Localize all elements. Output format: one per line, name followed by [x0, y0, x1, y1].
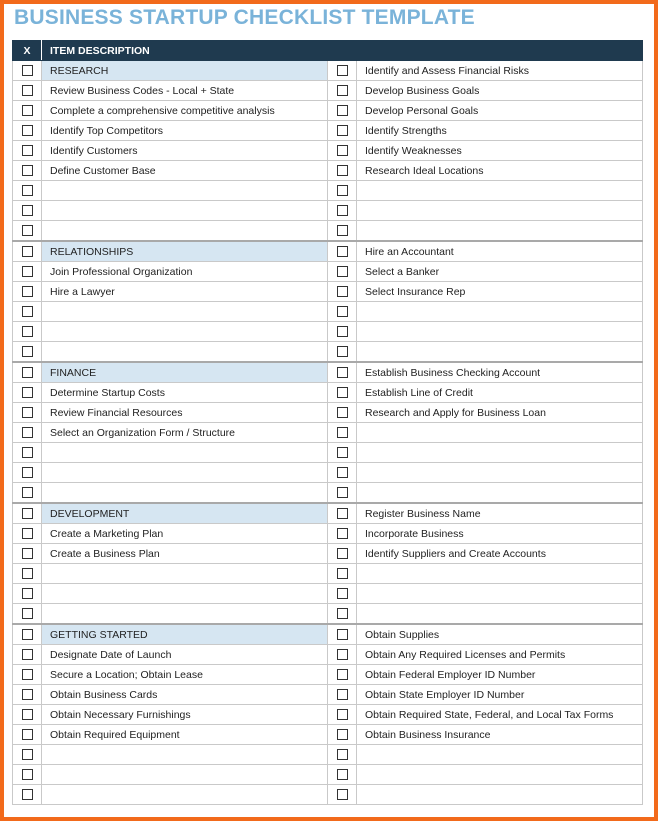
left-checkbox-cell	[13, 121, 42, 141]
left-item	[42, 765, 328, 785]
checklist-row	[13, 161, 643, 181]
left-item	[42, 443, 328, 463]
checkbox[interactable]	[22, 669, 33, 680]
checkbox[interactable]	[22, 225, 33, 236]
checkbox[interactable]	[337, 105, 348, 116]
checkbox[interactable]	[22, 789, 33, 800]
checkbox[interactable]	[337, 367, 348, 378]
right-checkbox-cell	[328, 544, 357, 564]
checkbox[interactable]	[22, 306, 33, 317]
checkbox[interactable]	[337, 326, 348, 337]
right-checkbox-cell	[328, 161, 357, 181]
left-checkbox-cell	[13, 584, 42, 604]
checklist-row	[13, 322, 643, 342]
checkbox[interactable]	[22, 769, 33, 780]
right-checkbox-cell	[328, 564, 357, 584]
right-checkbox-cell	[328, 181, 357, 201]
checklist-row	[13, 241, 643, 262]
checkbox[interactable]	[337, 205, 348, 216]
right-checkbox-cell	[328, 705, 357, 725]
right-item	[357, 745, 643, 765]
header-item-description: ITEM DESCRIPTION	[42, 41, 643, 61]
section-label: FINANCE	[42, 362, 328, 383]
right-item: Establish Business Checking Account	[357, 362, 643, 383]
right-checkbox-cell	[328, 725, 357, 745]
checkbox[interactable]	[337, 649, 348, 660]
checkbox[interactable]	[22, 749, 33, 760]
left-checkbox-cell	[13, 423, 42, 443]
checkbox[interactable]	[22, 649, 33, 660]
left-item: Join Professional Organization	[42, 262, 328, 282]
checklist-row	[13, 503, 643, 524]
checklist-row	[13, 624, 643, 645]
left-item	[42, 221, 328, 242]
checklist-row	[13, 141, 643, 161]
checkbox[interactable]	[337, 789, 348, 800]
left-item: Secure a Location; Obtain Lease	[42, 665, 328, 685]
checkbox[interactable]	[22, 588, 33, 599]
left-checkbox-cell	[13, 322, 42, 342]
checkbox[interactable]	[337, 709, 348, 720]
checkbox[interactable]	[337, 85, 348, 96]
left-checkbox-cell	[13, 61, 42, 81]
right-checkbox-cell	[328, 262, 357, 282]
checkbox[interactable]	[337, 447, 348, 458]
left-checkbox-cell	[13, 765, 42, 785]
checkbox[interactable]	[22, 326, 33, 337]
left-item: Create a Business Plan	[42, 544, 328, 564]
right-item: Identify and Assess Financial Risks	[357, 61, 643, 81]
left-item	[42, 342, 328, 363]
checkbox[interactable]	[337, 407, 348, 418]
checkbox[interactable]	[337, 225, 348, 236]
right-item	[357, 302, 643, 322]
checkbox[interactable]	[337, 346, 348, 357]
left-checkbox-cell	[13, 604, 42, 625]
right-checkbox-cell	[328, 221, 357, 242]
right-checkbox-cell	[328, 503, 357, 524]
checkbox[interactable]	[337, 487, 348, 498]
right-item: Develop Business Goals	[357, 81, 643, 101]
right-checkbox-cell	[328, 785, 357, 805]
left-checkbox-cell	[13, 141, 42, 161]
checkbox[interactable]	[22, 629, 33, 640]
left-checkbox-cell	[13, 725, 42, 745]
left-item: Review Business Codes - Local + State	[42, 81, 328, 101]
checkbox[interactable]	[22, 145, 33, 156]
checkbox[interactable]	[22, 447, 33, 458]
left-item: Obtain Required Equipment	[42, 725, 328, 745]
right-item	[357, 785, 643, 805]
right-checkbox-cell	[328, 141, 357, 161]
right-item: Hire an Accountant	[357, 241, 643, 262]
right-checkbox-cell	[328, 282, 357, 302]
checkbox[interactable]	[22, 487, 33, 498]
checkbox[interactable]	[22, 608, 33, 619]
checklist-row	[13, 302, 643, 322]
right-checkbox-cell	[328, 302, 357, 322]
checkbox[interactable]	[337, 467, 348, 478]
right-checkbox-cell	[328, 483, 357, 504]
checkbox[interactable]	[22, 467, 33, 478]
checklist-row	[13, 685, 643, 705]
left-item	[42, 463, 328, 483]
left-item: Obtain Necessary Furnishings	[42, 705, 328, 725]
left-item	[42, 785, 328, 805]
right-checkbox-cell	[328, 745, 357, 765]
right-checkbox-cell	[328, 765, 357, 785]
right-item: Obtain Required State, Federal, and Local Tax Forms	[357, 705, 643, 725]
checklist-row	[13, 765, 643, 785]
checklist-row	[13, 181, 643, 201]
checkbox[interactable]	[22, 85, 33, 96]
checkbox[interactable]	[337, 629, 348, 640]
checklist-row	[13, 362, 643, 383]
left-item	[42, 564, 328, 584]
right-item	[357, 322, 643, 342]
checklist-row	[13, 201, 643, 221]
left-checkbox-cell	[13, 362, 42, 383]
checklist-row	[13, 463, 643, 483]
checkbox[interactable]	[22, 427, 33, 438]
checkbox[interactable]	[337, 125, 348, 136]
right-item: Obtain State Employer ID Number	[357, 685, 643, 705]
right-checkbox-cell	[328, 61, 357, 81]
checklist-row	[13, 61, 643, 81]
right-item: Incorporate Business	[357, 524, 643, 544]
left-checkbox-cell	[13, 544, 42, 564]
left-item	[42, 302, 328, 322]
right-checkbox-cell	[328, 322, 357, 342]
left-checkbox-cell	[13, 645, 42, 665]
right-checkbox-cell	[328, 81, 357, 101]
checklist-row	[13, 282, 643, 302]
checklist-row	[13, 423, 643, 443]
left-checkbox-cell	[13, 201, 42, 221]
left-item	[42, 181, 328, 201]
left-item: Create a Marketing Plan	[42, 524, 328, 544]
checklist-row	[13, 383, 643, 403]
checkbox[interactable]	[337, 185, 348, 196]
checklist-row	[13, 81, 643, 101]
right-item: Develop Personal Goals	[357, 101, 643, 121]
checklist-row	[13, 584, 643, 604]
header-row	[13, 41, 643, 61]
right-checkbox-cell	[328, 403, 357, 423]
checkbox[interactable]	[337, 568, 348, 579]
checkbox[interactable]	[22, 286, 33, 297]
right-checkbox-cell	[328, 362, 357, 383]
left-item: Identify Top Competitors	[42, 121, 328, 141]
section-label: DEVELOPMENT	[42, 503, 328, 524]
left-checkbox-cell	[13, 383, 42, 403]
right-item	[357, 181, 643, 201]
left-checkbox-cell	[13, 282, 42, 302]
checkbox[interactable]	[337, 145, 348, 156]
left-item	[42, 584, 328, 604]
header-x: X	[13, 41, 42, 61]
checkbox[interactable]	[337, 749, 348, 760]
left-item	[42, 322, 328, 342]
checklist-row	[13, 705, 643, 725]
checkbox[interactable]	[22, 729, 33, 740]
left-item: Complete a comprehensive competitive analysis	[42, 101, 328, 121]
checkbox[interactable]	[337, 528, 348, 539]
section-label: GETTING STARTED	[42, 624, 328, 645]
left-checkbox-cell	[13, 302, 42, 322]
checkbox[interactable]	[22, 367, 33, 378]
right-item: Obtain Any Required Licenses and Permits	[357, 645, 643, 665]
checkbox[interactable]	[337, 306, 348, 317]
right-item	[357, 342, 643, 363]
left-checkbox-cell	[13, 463, 42, 483]
checkbox[interactable]	[22, 548, 33, 559]
right-checkbox-cell	[328, 443, 357, 463]
right-item: Identify Suppliers and Create Accounts	[357, 544, 643, 564]
right-item: Select a Banker	[357, 262, 643, 282]
right-item: Obtain Federal Employer ID Number	[357, 665, 643, 685]
right-checkbox-cell	[328, 101, 357, 121]
left-checkbox-cell	[13, 81, 42, 101]
checkbox[interactable]	[337, 246, 348, 257]
left-item: Hire a Lawyer	[42, 282, 328, 302]
right-item	[357, 201, 643, 221]
checklist-row	[13, 443, 643, 463]
right-checkbox-cell	[328, 423, 357, 443]
section-label: RESEARCH	[42, 61, 328, 81]
left-item: Designate Date of Launch	[42, 645, 328, 665]
checklist-row	[13, 564, 643, 584]
checkbox[interactable]	[22, 387, 33, 398]
left-checkbox-cell	[13, 503, 42, 524]
right-checkbox-cell	[328, 201, 357, 221]
left-checkbox-cell	[13, 443, 42, 463]
left-item	[42, 201, 328, 221]
left-checkbox-cell	[13, 705, 42, 725]
checklist-row	[13, 604, 643, 625]
left-checkbox-cell	[13, 624, 42, 645]
right-item: Obtain Business Insurance	[357, 725, 643, 745]
checklist-row	[13, 221, 643, 242]
checklist-row	[13, 725, 643, 745]
checkbox[interactable]	[22, 125, 33, 136]
checkbox[interactable]	[22, 205, 33, 216]
right-item: Establish Line of Credit	[357, 383, 643, 403]
checkbox[interactable]	[22, 165, 33, 176]
left-item: Identify Customers	[42, 141, 328, 161]
right-checkbox-cell	[328, 383, 357, 403]
left-item	[42, 604, 328, 625]
checkbox[interactable]	[22, 266, 33, 277]
checklist-row	[13, 544, 643, 564]
section-label: RELATIONSHIPS	[42, 241, 328, 262]
right-item: Identify Weaknesses	[357, 141, 643, 161]
checklist-row	[13, 645, 643, 665]
left-item: Select an Organization Form / Structure	[42, 423, 328, 443]
right-checkbox-cell	[328, 665, 357, 685]
right-item	[357, 604, 643, 625]
left-checkbox-cell	[13, 101, 42, 121]
right-item	[357, 483, 643, 504]
right-item	[357, 443, 643, 463]
checkbox[interactable]	[337, 548, 348, 559]
right-checkbox-cell	[328, 645, 357, 665]
left-item: Review Financial Resources	[42, 403, 328, 423]
left-checkbox-cell	[13, 161, 42, 181]
left-checkbox-cell	[13, 564, 42, 584]
checkbox[interactable]	[22, 246, 33, 257]
right-checkbox-cell	[328, 342, 357, 363]
right-item: Research Ideal Locations	[357, 161, 643, 181]
checkbox[interactable]	[337, 608, 348, 619]
checkbox[interactable]	[22, 568, 33, 579]
right-item: Research and Apply for Business Loan	[357, 403, 643, 423]
left-checkbox-cell	[13, 745, 42, 765]
checklist-row	[13, 101, 643, 121]
checkbox[interactable]	[337, 588, 348, 599]
checklist-row	[13, 785, 643, 805]
left-item	[42, 483, 328, 504]
checklist-row	[13, 483, 643, 504]
left-item: Determine Startup Costs	[42, 383, 328, 403]
checkbox[interactable]	[337, 689, 348, 700]
right-item	[357, 765, 643, 785]
checkbox[interactable]	[337, 669, 348, 680]
checkbox[interactable]	[22, 528, 33, 539]
left-checkbox-cell	[13, 241, 42, 262]
right-checkbox-cell	[328, 241, 357, 262]
left-checkbox-cell	[13, 483, 42, 504]
checkbox[interactable]	[337, 427, 348, 438]
page-title: BUSINESS STARTUP CHECKLIST TEMPLATE	[14, 6, 475, 29]
right-item	[357, 463, 643, 483]
checkbox[interactable]	[22, 508, 33, 519]
left-item: Define Customer Base	[42, 161, 328, 181]
checkbox[interactable]	[337, 387, 348, 398]
checkbox[interactable]	[22, 346, 33, 357]
left-checkbox-cell	[13, 785, 42, 805]
right-checkbox-cell	[328, 685, 357, 705]
right-checkbox-cell	[328, 121, 357, 141]
checklist-row	[13, 403, 643, 423]
checkbox[interactable]	[337, 65, 348, 76]
left-checkbox-cell	[13, 524, 42, 544]
checklist-row	[13, 745, 643, 765]
checkbox[interactable]	[337, 266, 348, 277]
right-item	[357, 423, 643, 443]
right-item: Identify Strengths	[357, 121, 643, 141]
checkbox[interactable]	[337, 165, 348, 176]
checkbox[interactable]	[337, 508, 348, 519]
left-item	[42, 745, 328, 765]
checkbox[interactable]	[22, 105, 33, 116]
left-checkbox-cell	[13, 342, 42, 363]
right-checkbox-cell	[328, 463, 357, 483]
right-item: Register Business Name	[357, 503, 643, 524]
checklist-row	[13, 342, 643, 363]
checkbox[interactable]	[22, 407, 33, 418]
left-checkbox-cell	[13, 685, 42, 705]
checkbox[interactable]	[22, 689, 33, 700]
checklist-table	[12, 40, 643, 805]
left-checkbox-cell	[13, 262, 42, 282]
right-item	[357, 564, 643, 584]
right-item	[357, 221, 643, 242]
right-item	[357, 584, 643, 604]
right-item: Select Insurance Rep	[357, 282, 643, 302]
left-checkbox-cell	[13, 403, 42, 423]
checkbox[interactable]	[22, 185, 33, 196]
left-checkbox-cell	[13, 665, 42, 685]
left-item: Obtain Business Cards	[42, 685, 328, 705]
right-checkbox-cell	[328, 604, 357, 625]
checkbox[interactable]	[22, 65, 33, 76]
left-checkbox-cell	[13, 181, 42, 201]
checklist-row	[13, 121, 643, 141]
left-checkbox-cell	[13, 221, 42, 242]
checkbox[interactable]	[22, 709, 33, 720]
right-checkbox-cell	[328, 524, 357, 544]
checkbox[interactable]	[337, 729, 348, 740]
checklist-row	[13, 665, 643, 685]
checklist-row	[13, 524, 643, 544]
right-item: Obtain Supplies	[357, 624, 643, 645]
checklist-row	[13, 262, 643, 282]
right-checkbox-cell	[328, 624, 357, 645]
right-checkbox-cell	[328, 584, 357, 604]
checkbox[interactable]	[337, 286, 348, 297]
checkbox[interactable]	[337, 769, 348, 780]
